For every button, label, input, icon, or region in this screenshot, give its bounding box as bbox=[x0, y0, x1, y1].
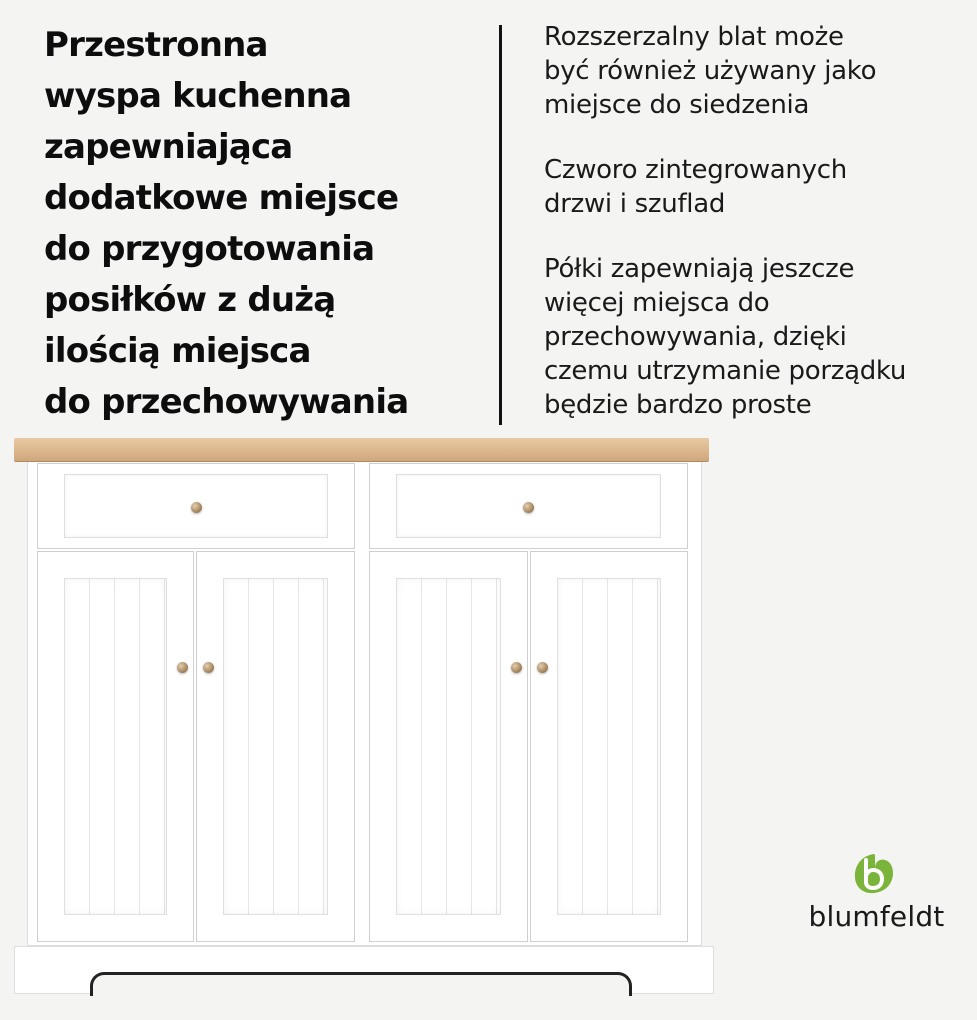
headline-line: do przygotowania bbox=[44, 229, 375, 269]
headline-line: do przechowywania bbox=[44, 382, 409, 422]
door-knob bbox=[203, 662, 214, 673]
brand-logo bbox=[794, 850, 959, 940]
drawer-knob bbox=[191, 502, 202, 513]
feature-line: więcej miejsca do bbox=[544, 288, 770, 318]
door-knob bbox=[537, 662, 548, 673]
headline bbox=[44, 20, 484, 428]
drawer-knob bbox=[523, 502, 534, 513]
feature-line: miejsce do siedzenia bbox=[544, 90, 810, 120]
feature-line: Rozszerzalny blat może bbox=[544, 22, 844, 52]
headline-line: dodatkowe miejsce bbox=[44, 178, 399, 218]
feature-item bbox=[544, 153, 974, 221]
plinth-cutout bbox=[90, 972, 632, 996]
feature-line: będzie bardzo proste bbox=[544, 390, 812, 420]
door bbox=[530, 551, 688, 942]
feature-line: przechowywania, dzięki bbox=[544, 322, 847, 352]
door bbox=[369, 551, 528, 942]
feature-item bbox=[544, 20, 974, 122]
brand-name: blumfeldt bbox=[808, 900, 945, 933]
feature-list bbox=[544, 20, 974, 453]
feature-item bbox=[544, 252, 974, 422]
headline-line: ilością miejsca bbox=[44, 331, 311, 371]
headline-line: wyspa kuchenna bbox=[44, 76, 352, 116]
feature-line: być również używany jako bbox=[544, 56, 877, 86]
feature-line: Półki zapewniają jeszcze bbox=[544, 254, 855, 284]
leaf-b-icon bbox=[851, 850, 897, 896]
vertical-divider bbox=[499, 25, 502, 425]
door-knob bbox=[177, 662, 188, 673]
headline-line: zapewniająca bbox=[44, 127, 293, 167]
wooden-worktop bbox=[14, 438, 709, 462]
door bbox=[37, 551, 194, 942]
headline-line: posiłków z dużą bbox=[44, 280, 336, 320]
door-knob bbox=[511, 662, 522, 673]
feature-line: czemu utrzymanie porządku bbox=[544, 356, 907, 386]
feature-line: drzwi i szuflad bbox=[544, 189, 726, 219]
door bbox=[196, 551, 355, 942]
feature-line: Czworo zintegrowanych bbox=[544, 155, 847, 185]
headline-line: Przestronna bbox=[44, 25, 268, 65]
